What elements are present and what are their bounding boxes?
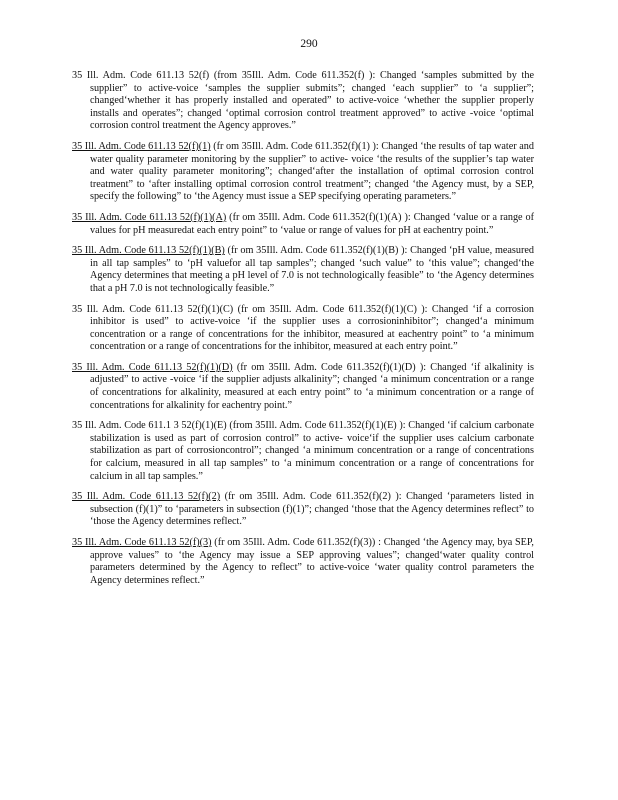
entry-citation: 35 Ill. Adm. Code 611.13 52(f)(1)(D)	[72, 361, 233, 373]
entry-text: (fr om 35Ill. Adm. Code 611.352(f)(1)(D) ): Changed ‘if alkalinity is adjusted” to active -voice ‘if the supplier adjusts alkalinity”; changed ‘a minimum concentration or a range of concentrations for alkalinity, measured at each entry point” to ‘a minimum concentration or a range of concentrations for alkalinity for eachentry point.”	[90, 361, 534, 411]
entry-text: (fr om 35Ill. Adm. Code 611.352(f)(3)) : Changed ‘the Agency may, bya SEP, approve values” to ‘the Agency may issue a SEP approving values”; changed‘water quality control parameters determined by the Agency to reflect” to active-voice ‘water quality control parameters the Agency determines reflect.”	[90, 537, 534, 586]
entry-citation: 35 Ill. Adm. Code 611.13 52(f)(1)(A)	[72, 211, 227, 223]
entry-citation: 35 Ill. Adm. Code 611.13 52(f)(1)(C)	[72, 303, 234, 315]
entry-text: (fr om 35Ill. Adm. Code 611.352(f)(2) ): Changed ‘parameters listed in subsection (f)(1)” to ‘parameters in subsection (f)(1)”; changed ‘those that the Agency determines reflect” to ‘those the Agency determines reflect.”	[90, 491, 534, 528]
entry-text: (from 35Ill. Adm. Code 611.352(f)(1)(E) ): Changed ‘if calcium carbonate stabilization is used as part of corrosion control” to active- voice‘if the supplier uses calcium carbonate stabilization as part of corrosioncontrol”; changed ‘a minimum concentration or a range of concentrations for calcium, measured in all tap samples” to ‘a minimum concentration or a range of concentrations for calcium in all tap samples.”	[90, 420, 534, 482]
entry-text: (fr om 35Ill. Adm. Code 611.352(f)(1)(B) ): Changed ‘pH value, measured in all tap samples” to ‘pH valuefor all tap samples”; changed ‘such value” to ‘this value”; changed‘the Agency determines that meeting a pH level of 7.0 is not technologically feasible” to ‘the Agency determines that a pH 7.0 is not technologically feasible.”	[90, 245, 534, 294]
entry-citation: 35 Ill. Adm. Code 611.13 52(f)	[72, 70, 210, 81]
entry-text: (fr om 35Ill. Adm. Code 611.352(f)(1) ): Changed ‘the results of tap water and water quality parameter monitoring by the supplier” to active- voice ‘the results of the supplier’s tap water and water quality parameter monitoring”; changed‘after the installation of optimal corrosion control treatment” to ‘after installing optimal corrosion control treatment”; changed ‘the Agency must, by a SEP, specify the following” to ‘the Agency must issue a SEP specifying operating parameters.”	[90, 140, 534, 203]
change-entry	[72, 537, 534, 587]
change-entry	[72, 491, 534, 529]
change-entry	[72, 420, 534, 483]
change-entry	[72, 70, 534, 133]
page-number: 290	[300, 38, 318, 50]
change-entry	[72, 141, 534, 204]
change-entry	[72, 245, 534, 295]
entry-citation: 35 Ill. Adm. Code 611.13 52(f)(1)	[72, 140, 211, 152]
change-entry	[72, 362, 534, 412]
entry-text: (fr om 35Ill. Adm. Code 611.352(f)(1)(A) ): Changed ‘value or a range of values for pH measuredat each entry point” to ‘value or range of values for pH at eachentry point.”	[90, 211, 534, 236]
change-entry	[72, 304, 534, 354]
entry-citation: 35 Ill. Adm. Code 611.13 52(f)(1)(B)	[72, 245, 225, 257]
entry-citation: 35 Ill. Adm. Code 611.13 52(f)(3)	[72, 537, 212, 548]
change-entries-list	[72, 70, 534, 595]
change-entry	[72, 212, 534, 237]
entry-citation: 35 Ill. Adm. Code 611.13 52(f)(2)	[72, 491, 221, 503]
entry-citation: 35 Ill. Adm. Code 611.1 3 52(f)(1)(E)	[72, 420, 227, 432]
entry-text: (fr om 35Ill. Adm. Code 611.352(f)(1)(C) ): Changed ‘if a corrosion inhibitor is used” to active-voice ‘if the supplier uses a corrosioninhibitor”; changed‘a minimum concentration or a range of concentrations for the inhibitor, measured at eachentry point” to ‘a minimum concentration or a range of concentrations for the inhibitor, measured at each entry point.”	[90, 303, 534, 353]
entry-text: (from 35Ill. Adm. Code 611.352(f) ): Changed ‘samples submitted by the supplier” to active-voice ‘samples the supplier submits”; changed ‘each supplier” to ‘a supplier”; changed‘whether it has properly installed and operated” to active-voice ‘whether the supplier properly installs and operates”; changed ‘optimal corrosion control treatment approved” to active -voice ‘optimal corrosion control treatment the Agency approves.”	[90, 70, 534, 132]
